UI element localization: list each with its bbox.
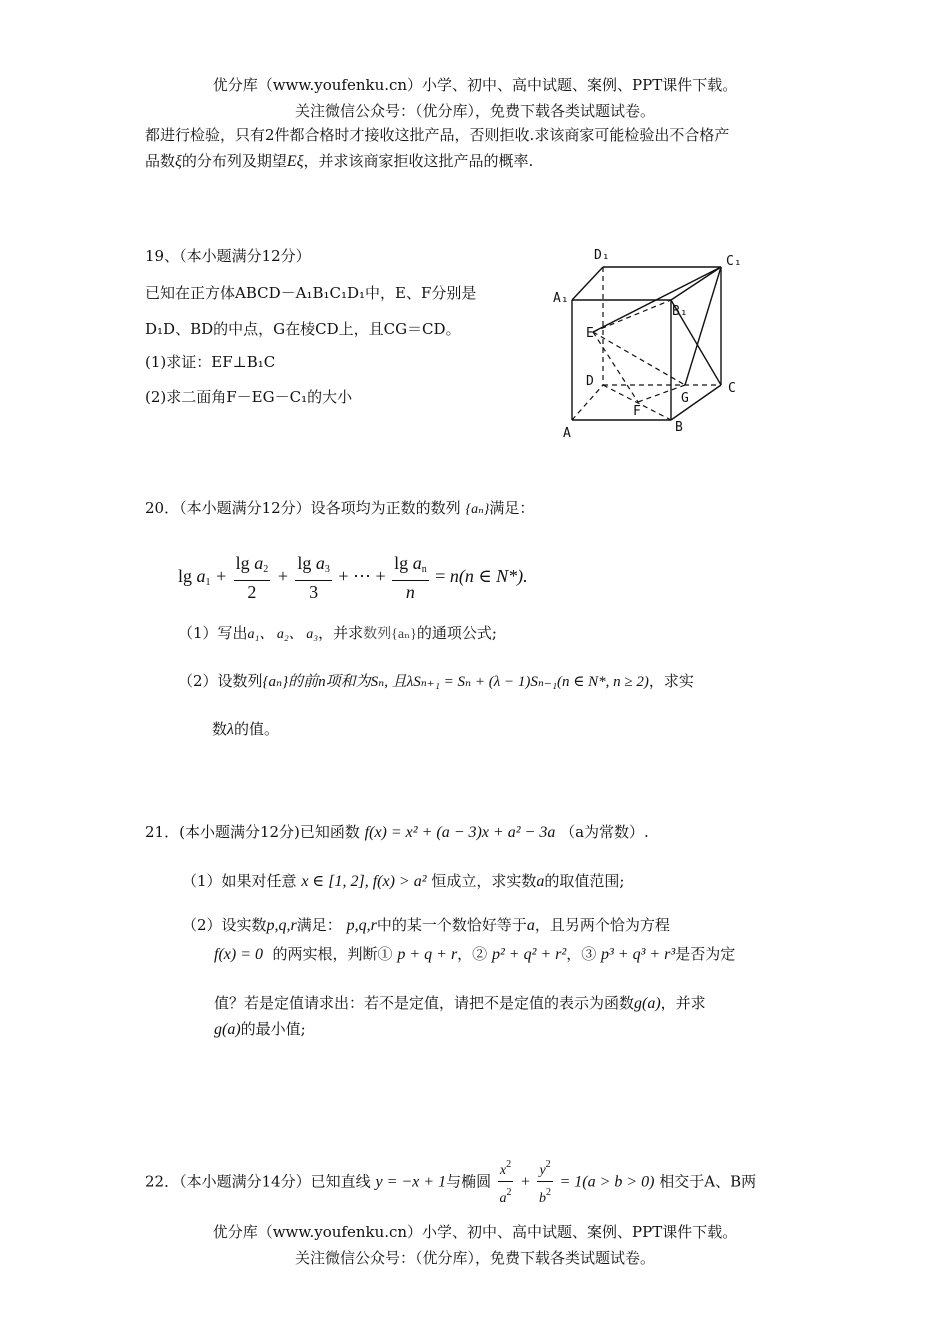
- q21-part-2-line-1: （2）设实数p,q,r满足： p,q,r中的某一个数恰好等于a，且另两个恰为方程: [182, 916, 670, 934]
- label-B: B: [675, 420, 683, 435]
- q22-intro: 22．（本小题满分14分）已知直线 y = −x + 1与椭圆 $\frac{x^2}{a^2}$ + $\frac{y^2}{b^2}$ = 1(a > b > 0) 相交于A、B两: [145, 1155, 756, 1210]
- q19-line-2: D₁D、BD的中点，G在棱CD上，且CG＝CD。: [145, 320, 461, 338]
- q19-line-1: 已知在正方体ABCD－A₁B₁C₁D₁中，E、F分别是: [145, 284, 477, 302]
- edge-B1-C1: [671, 267, 721, 300]
- label-F: F: [633, 404, 641, 419]
- label-B1: B₁: [672, 304, 688, 319]
- label-A: A: [563, 426, 571, 441]
- edge-B-C: [671, 385, 721, 420]
- q20-part-1: （1）写出a₁、 a₂、 a₃，并求数列{aₙ}的通项公式;: [178, 624, 497, 642]
- q19-part-2: (2)求二面角F－EG－C₁的大小: [145, 388, 353, 406]
- header-line-2: 关注微信公众号：（优分库），免费下载各类试题试卷。: [294, 102, 655, 120]
- q21-part-2-line-2: f(x) = 0 的两实根，判断① p + q + r，② p² + q² + r²，③ p³ + q³ + r³是否为定: [214, 945, 736, 963]
- q18-line-2: 品数ξ的分布列及期望Eξ，并求该商家拒收这批产品的概率.: [145, 152, 534, 170]
- footer-line-2: 关注微信公众号：（优分库），免费下载各类试题试卷。: [294, 1249, 655, 1267]
- header-line-1: 优分库（www.youfenku.cn）小学、初中、高中试题、案例、PPT课件下载。: [212, 76, 738, 94]
- label-D1: D₁: [594, 248, 610, 263]
- seg-E-B1: [593, 300, 671, 332]
- q20-formula: $\lg a_1$ + $\frac{\lg a_2}{2}$ + $\frac{\lg a_3}{3}$ + ⋯ + $\frac{\lg a_n}{n}$ = n(n ∈ N*).: [178, 553, 528, 602]
- q20-intro: 20．（本小题满分12分）设各项均为正数的数列 {aₙ}满足：: [145, 499, 535, 517]
- q20-part-2-cont: 数λ的值。: [212, 720, 279, 738]
- q21-part-2-line-4: g(a)的最小值;: [214, 1020, 306, 1038]
- q19-part-1: (1)求证：EF⊥B₁C: [145, 353, 276, 371]
- q21-part-2-line-3: 值？若是定值请求出：若不是定值，请把不是定值的表示为函数g(a)，并求: [214, 994, 706, 1012]
- label-E: E: [586, 326, 594, 341]
- label-C1: C₁: [726, 254, 742, 269]
- edge-A1-D1: [572, 267, 603, 300]
- edge-A-D: [572, 385, 603, 420]
- q21-part-1: （1）如果对任意 x ∈ [1, 2], f(x) > a² 恒成立，求实数a的取值范围;: [182, 872, 625, 890]
- q20-part-2: （2）设数列{aₙ}的前n项和为Sₙ, 且λSₙ₊₁ = Sₙ + (λ − 1)Sₙ₋₁(n ∈ N*, n ≥ 2)，求实: [178, 672, 694, 690]
- label-A1: A₁: [553, 291, 569, 306]
- q21-intro: 21．(本小题满分12分)已知函数 f(x) = x² + (a − 3)x + a² − 3a （a为常数）.: [145, 823, 649, 841]
- footer-line-1: 优分库（www.youfenku.cn）小学、初中、高中试题、案例、PPT课件下载。: [212, 1223, 738, 1241]
- cube-figure: [548, 240, 758, 450]
- q19-title: 19、（本小题满分12分）: [145, 247, 311, 265]
- q20-formula-text: [0, 0, 1, 1]
- seg-E-F: [593, 332, 638, 402]
- seg-F-G: [638, 385, 685, 402]
- label-G: G: [681, 391, 689, 406]
- label-D: D: [586, 374, 594, 389]
- q18-line-1: 都进行检验，只有2件都合格时才接收这批产品，否则拒收.求该商家可能检验出不合格产: [145, 126, 730, 144]
- label-C: C: [728, 381, 736, 396]
- seg-C1-G: [685, 267, 721, 385]
